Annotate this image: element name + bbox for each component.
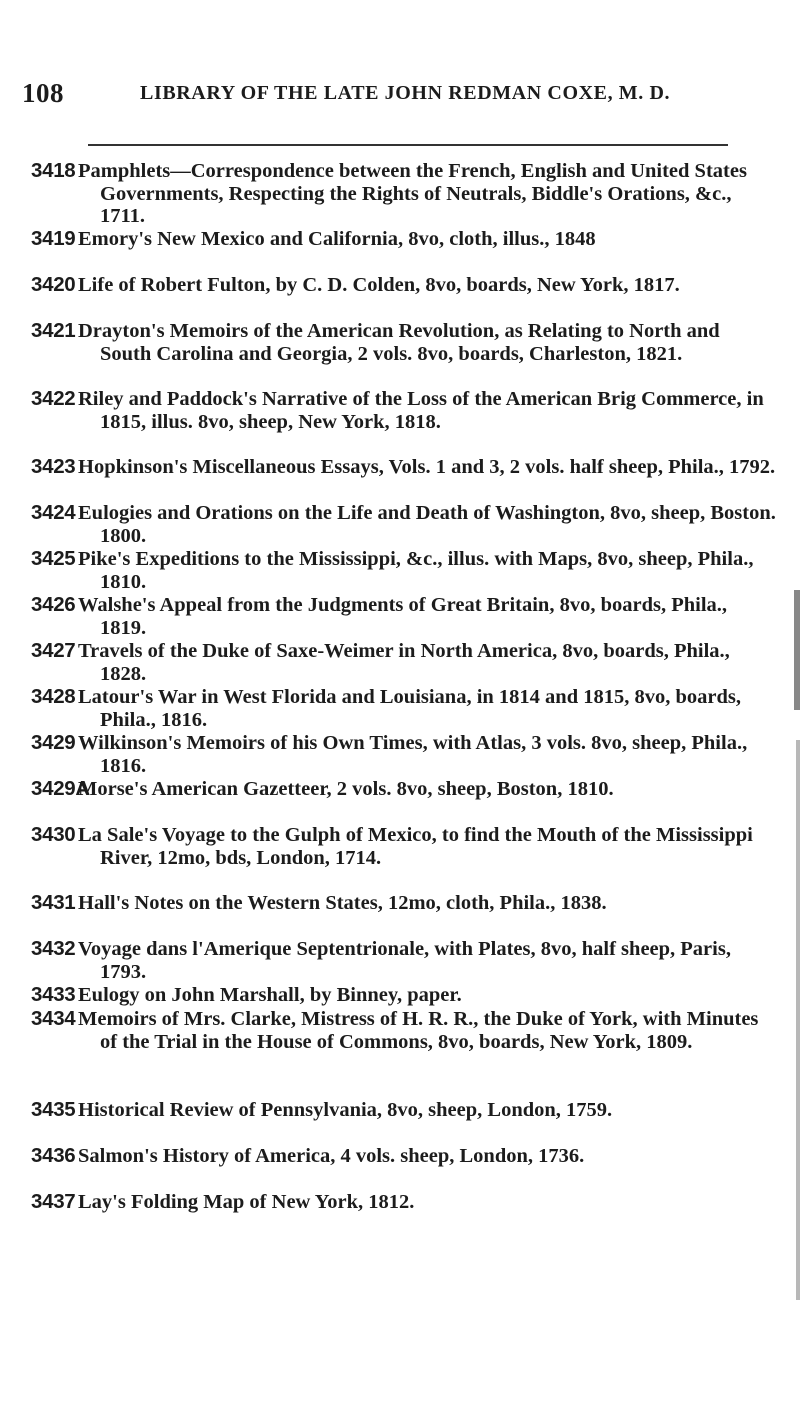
entry-description: Travels of the Duke of Saxe-Weimer in North America, 8vo, boards, Phila., 1828.: [78, 640, 730, 685]
entry-number: 3426: [31, 593, 76, 616]
entry-description: Life of Robert Fulton, by C. D. Colden, 8vo, boards, New York, 1817.: [78, 274, 680, 296]
entry-description: Emory's New Mexico and California, 8vo, cloth, illus., 1848: [78, 228, 596, 250]
catalog-entry: [0, 502, 800, 548]
catalog-entry: [0, 640, 800, 686]
entry-number: 3418: [31, 159, 76, 182]
entry-description: Pike's Expeditions to the Mississippi, &c., illus. with Maps, 8vo, sheep, Phila., 1810.: [78, 548, 754, 593]
entry-number: 3420: [31, 273, 76, 296]
page-edge-shadow: [794, 590, 800, 710]
entry-number: 3419: [31, 227, 76, 250]
catalog-entry: [0, 160, 800, 228]
entry-number: 3423: [31, 455, 76, 478]
catalog-entry: [0, 686, 800, 732]
entry-description: Eulogies and Orations on the Life and Death of Washington, 8vo, sheep, Boston. 1800.: [78, 502, 776, 547]
entry-description: Morse's American Gazetteer, 2 vols. 8vo, sheep, Boston, 1810.: [78, 778, 614, 800]
catalog-entry: [0, 456, 800, 502]
entry-description: Salmon's History of America, 4 vols. sheep, London, 1736.: [78, 1145, 585, 1167]
entry-description: Riley and Paddock's Narrative of the Loss of the American Brig Commerce, in 1815, illus. 8vo, sheep, New York, 1818.: [78, 388, 764, 433]
catalog-entries: [0, 160, 800, 1215]
entry-number: 3431: [31, 891, 76, 914]
entry-number: 3421: [31, 319, 76, 342]
catalog-entry: [0, 320, 800, 388]
catalog-entry: [0, 388, 800, 456]
catalog-entry: [0, 1008, 800, 1099]
entry-number: 3434: [31, 1007, 76, 1030]
entry-number: 3425: [31, 547, 76, 570]
header-rule: [88, 144, 728, 146]
page-edge-shadow: [796, 740, 800, 1300]
entry-number: 3429: [31, 731, 76, 754]
entry-number: 3437: [31, 1190, 76, 1213]
catalog-entry: [0, 778, 800, 824]
entry-description: Eulogy on John Marshall, by Binney, paper.: [78, 984, 462, 1006]
catalog-entry: [0, 594, 800, 640]
entry-number: 3432: [31, 937, 76, 960]
catalog-entry: [0, 274, 800, 320]
entry-number: 3429A: [31, 777, 90, 800]
entry-description: Wilkinson's Memoirs of his Own Times, with Atlas, 3 vols. 8vo, sheep, Phila., 1816.: [78, 732, 748, 777]
entry-number: 3424: [31, 501, 76, 524]
catalog-entry: [0, 1191, 800, 1215]
entry-number: 3433: [31, 983, 76, 1006]
catalog-entry: [0, 938, 800, 984]
entry-number: 3435: [31, 1098, 76, 1121]
entry-number: 3422: [31, 387, 76, 410]
entry-number: 3427: [31, 639, 76, 662]
entry-description: Historical Review of Pennsylvania, 8vo, sheep, London, 1759.: [78, 1099, 613, 1121]
entry-description: Walshe's Appeal from the Judgments of Great Britain, 8vo, boards, Phila., 1819.: [78, 594, 728, 639]
entry-description: Drayton's Memoirs of the American Revolution, as Relating to North and South Carolina and Georgia, 2 vols. 8vo, boards, Charleston, 1821.: [78, 320, 720, 365]
entry-number: 3428: [31, 685, 76, 708]
entry-description: Lay's Folding Map of New York, 1812.: [78, 1191, 415, 1213]
entry-description: Latour's War in West Florida and Louisiana, in 1814 and 1815, 8vo, boards, Phila., 1816.: [78, 686, 741, 731]
catalog-entry: [0, 1145, 800, 1191]
entry-description: Hall's Notes on the Western States, 12mo, cloth, Phila., 1838.: [78, 892, 607, 914]
page-number: 108: [22, 78, 64, 108]
catalog-entry: [0, 892, 800, 938]
catalog-entry: [0, 984, 800, 1008]
catalog-entry: [0, 548, 800, 594]
page-header: [0, 78, 800, 118]
catalog-entry: [0, 824, 800, 892]
entry-number: 3430: [31, 823, 76, 846]
running-title: LIBRARY OF THE LATE JOHN REDMAN COXE, M. D.: [140, 82, 671, 104]
entry-description: Memoirs of Mrs. Clarke, Mistress of H. R. R., the Duke of York, with Minutes of the Trial in the House of Commons, 8vo, boards, New York, 1809.: [78, 1008, 759, 1053]
entry-description: Voyage dans l'Amerique Septentrionale, with Plates, 8vo, half sheep, Paris, 1793.: [78, 938, 731, 983]
entry-description: Hopkinson's Miscellaneous Essays, Vols. 1 and 3, 2 vols. half sheep, Phila., 1792.: [78, 456, 776, 478]
entry-description: Pamphlets—Correspondence between the French, English and United States Governments, Respecting the Rights of Neutrals, Biddle's Orations, &c., 1711.: [78, 160, 747, 228]
catalog-entry: [0, 1099, 800, 1145]
entry-description: La Sale's Voyage to the Gulph of Mexico, to find the Mouth of the Mississippi River, 12mo, bds, London, 1714.: [78, 824, 753, 869]
catalog-entry: [0, 732, 800, 778]
catalog-entry: [0, 228, 800, 274]
entry-number: 3436: [31, 1144, 76, 1167]
